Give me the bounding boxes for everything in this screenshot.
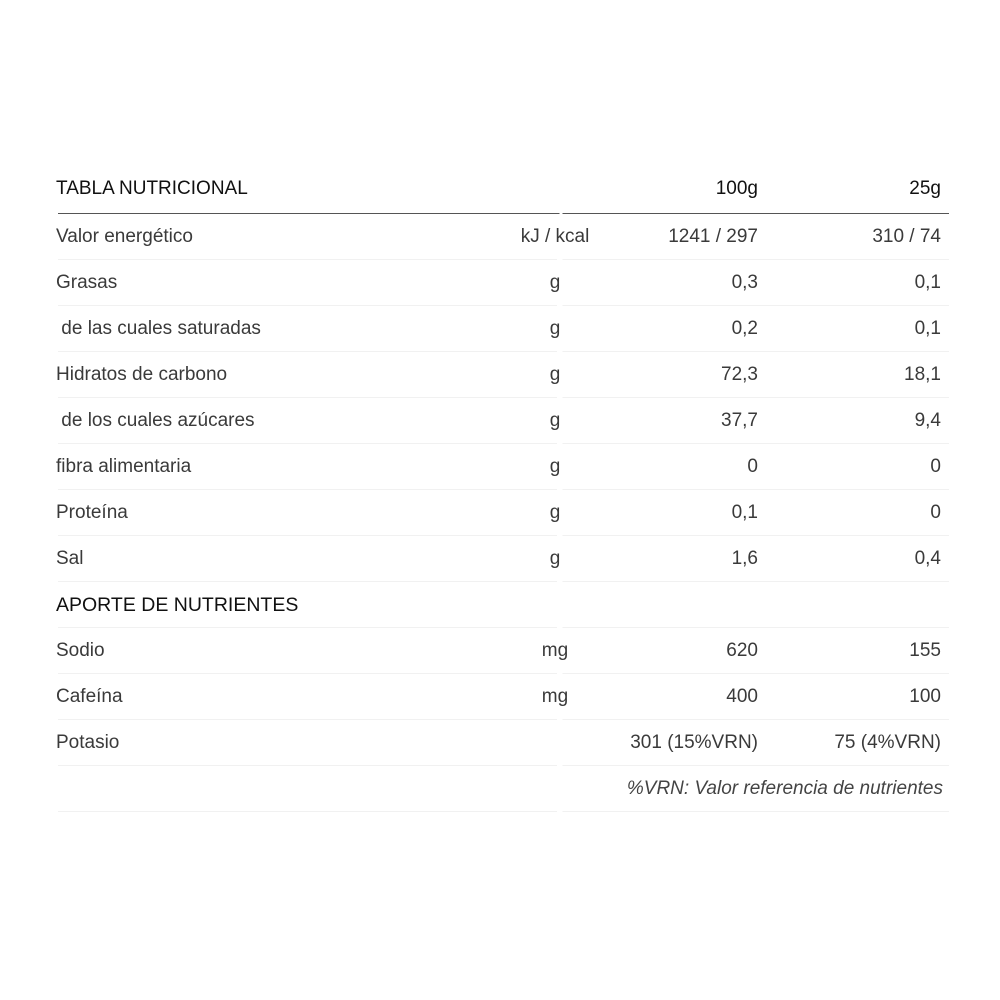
value-per-25g: 155 (909, 640, 941, 661)
value-per-100g: 620 (726, 640, 758, 661)
table-row (52, 720, 949, 766)
row-divider (58, 811, 949, 812)
nutrient-unit: g (549, 548, 561, 569)
nutrient-name: de las cuales saturadas (56, 318, 261, 339)
value-per-25g: 0 (930, 502, 941, 523)
nutrient-name: Potasio (56, 732, 120, 753)
value-per-100g: 0,1 (731, 502, 758, 523)
nutrient-name: Cafeína (56, 686, 123, 707)
value-per-25g: 0 (930, 456, 941, 477)
value-per-25g: 0,1 (914, 272, 941, 293)
nutrient-name: fibra alimentaria (56, 456, 192, 477)
nutrient-name: Sal (56, 548, 84, 569)
nutrient-unit: mg (541, 686, 569, 707)
nutrient-unit: mg (541, 640, 569, 661)
nutrient-unit: g (549, 318, 561, 339)
nutrient-unit: kJ / kcal (520, 226, 590, 247)
column-header-25g: 25g (909, 178, 941, 199)
table-title: TABLA NUTRICIONAL (56, 178, 248, 199)
footnote: %VRN: Valor referencia de nutrientes (626, 778, 943, 799)
table-header (52, 160, 949, 214)
value-per-25g: 9,4 (914, 410, 941, 431)
value-per-100g: 0,2 (731, 318, 758, 339)
section-header (52, 582, 949, 628)
table-row (52, 674, 949, 720)
value-per-100g: 0 (747, 456, 758, 477)
column-header-100g: 100g (715, 178, 758, 199)
value-per-25g: 0,1 (914, 318, 941, 339)
value-per-100g: 37,7 (721, 410, 758, 431)
value-per-25g: 0,4 (914, 548, 941, 569)
table-row (52, 628, 949, 674)
nutrition-table (52, 160, 949, 812)
nutrient-name: Valor energético (56, 226, 193, 247)
table-row (52, 444, 949, 490)
section-title: APORTE DE NUTRIENTES (56, 594, 299, 616)
footnote-row (52, 766, 949, 812)
nutrient-unit: g (549, 410, 561, 431)
value-per-25g: 18,1 (904, 364, 941, 385)
nutrient-unit: g (549, 502, 561, 523)
nutrient-name: Hidratos de carbono (56, 364, 228, 385)
nutrient-unit: g (549, 272, 561, 293)
value-per-25g: 100 (909, 686, 941, 707)
nutrient-name: Proteína (56, 502, 128, 523)
table-row (52, 536, 949, 582)
value-per-100g: 72,3 (721, 364, 758, 385)
value-per-100g: 1,6 (731, 548, 758, 569)
table-row (52, 260, 949, 306)
nutrient-name: Grasas (56, 272, 118, 293)
table-row (52, 398, 949, 444)
nutrient-unit: g (549, 364, 561, 385)
table-row (52, 352, 949, 398)
value-per-100g: 301 (15%VRN) (630, 732, 758, 753)
value-per-25g: 75 (4%VRN) (834, 732, 941, 753)
value-per-25g: 310 / 74 (872, 226, 941, 247)
table-row (52, 214, 949, 260)
table-row (52, 306, 949, 352)
value-per-100g: 400 (726, 686, 758, 707)
nutrient-unit: g (549, 456, 561, 477)
nutrient-name: de los cuales azúcares (56, 410, 255, 431)
value-per-100g: 0,3 (731, 272, 758, 293)
value-per-100g: 1241 / 297 (668, 226, 758, 247)
nutrient-name: Sodio (56, 640, 105, 661)
table-row (52, 490, 949, 536)
